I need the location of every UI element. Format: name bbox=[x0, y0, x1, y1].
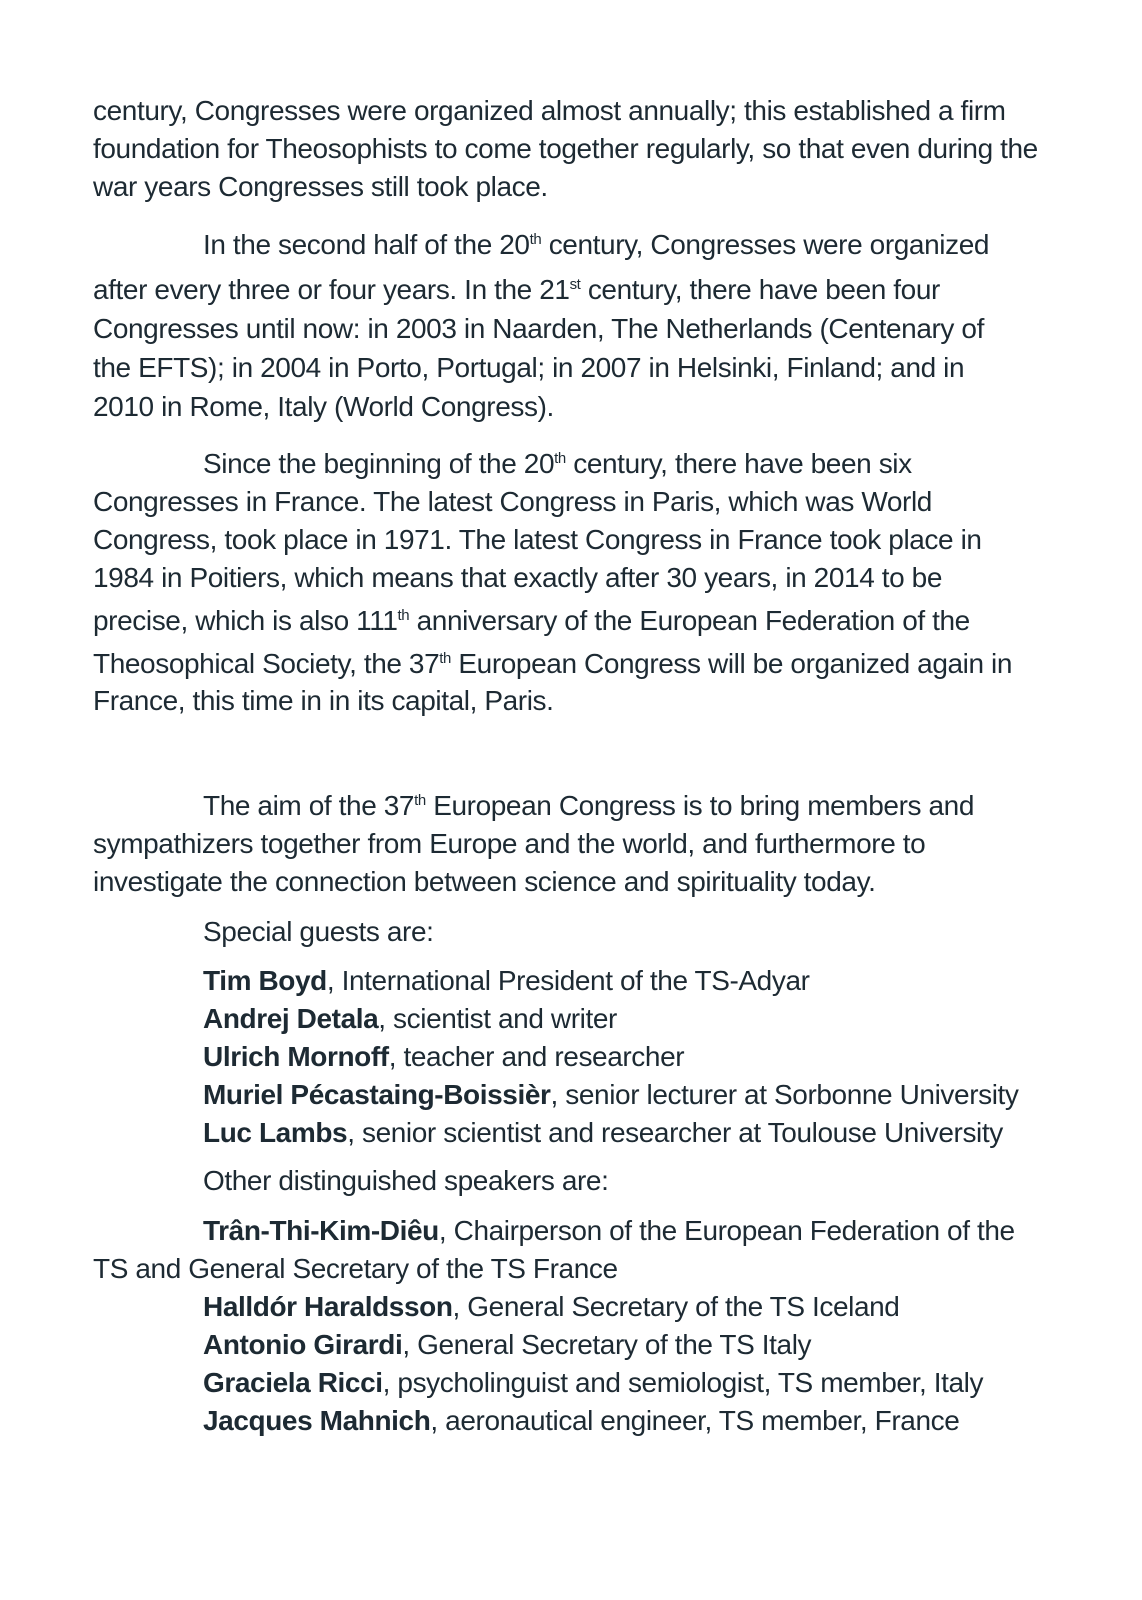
paragraph-4-line-2: sympathizers together from Europe and the world, and furthermore to bbox=[93, 828, 926, 859]
paragraph-4-line-1: The aim of the 37th European Congress is to bring members and bbox=[203, 790, 974, 821]
paragraph-3-line-2: Congresses in France. The latest Congress in Paris, which was World bbox=[93, 486, 932, 517]
paragraph-3-line-1: Since the beginning of the 20th century, there have been six bbox=[203, 448, 912, 479]
guest-name: Luc Lambs bbox=[203, 1117, 348, 1148]
guest-name: Muriel Pécastaing-Boissièr bbox=[203, 1079, 551, 1110]
speaker-name: Halldór Haraldsson bbox=[203, 1291, 453, 1322]
ordinal-suffix: th bbox=[397, 607, 410, 624]
special-guest-item bbox=[203, 1039, 684, 1075]
paragraph-3-line-4: 1984 in Poitiers, which means that exactly after 30 years, in 2014 to be bbox=[93, 562, 943, 593]
ordinal-suffix: th bbox=[529, 231, 542, 248]
paragraph-2-line-1: In the second half of the 20th century, Congresses were organized bbox=[203, 229, 990, 260]
paragraph-3-line-6: Theosophical Society, the 37th European Congress will be organized again in bbox=[93, 648, 1013, 679]
guest-name: Ulrich Mornoff bbox=[203, 1041, 389, 1072]
paragraph-3-line-5: precise, which is also 111th anniversary of the European Federation of the bbox=[93, 605, 970, 636]
other-speakers-heading: Other distinguished speakers are: bbox=[203, 1165, 609, 1196]
speaker-name: Jacques Mahnich bbox=[203, 1405, 431, 1436]
paragraph-2-line-3: Congresses until now: in 2003 in Naarden, The Netherlands (Centenary of bbox=[93, 313, 984, 344]
speaker-name: Graciela Ricci bbox=[203, 1367, 383, 1398]
guest-role: , senior scientist and researcher at Toulouse University bbox=[347, 1117, 1003, 1148]
speaker-item bbox=[203, 1213, 1015, 1249]
speaker-role: , psycholinguist and semiologist, TS member, Italy bbox=[382, 1367, 984, 1398]
paragraph-3-line-7: France, this time in in its capital, Paris. bbox=[93, 685, 554, 716]
speaker-item-continuation: TS and General Secretary of the TS France bbox=[93, 1253, 618, 1284]
special-guest-item bbox=[203, 963, 810, 999]
speaker-item bbox=[203, 1365, 983, 1401]
paragraph-4-line-3: investigate the connection between science and spirituality today. bbox=[93, 866, 876, 897]
paragraph-2-line-4: the EFTS); in 2004 in Porto, Portugal; in 2007 in Helsinki, Finland; and in bbox=[93, 352, 965, 383]
paragraph-1-line-2: foundation for Theosophists to come together regularly, so that even during the bbox=[93, 133, 1038, 164]
paragraph-2-line-5: 2010 in Rome, Italy (World Congress). bbox=[93, 391, 554, 422]
special-guest-item bbox=[203, 1115, 1003, 1151]
guest-role: , senior lecturer at Sorbonne University bbox=[550, 1079, 1019, 1110]
guest-name: Andrej Detala bbox=[203, 1003, 379, 1034]
guest-role: , teacher and researcher bbox=[388, 1041, 685, 1072]
speaker-item bbox=[203, 1327, 811, 1363]
special-guest-item bbox=[203, 1077, 1019, 1113]
ordinal-suffix: th bbox=[554, 450, 566, 467]
speaker-name: Trân-Thi-Kim-Diêu bbox=[203, 1215, 439, 1246]
paragraph-3-line-3: Congress, took place in 1971. The latest Congress in France took place in bbox=[93, 524, 982, 555]
ordinal-suffix: th bbox=[414, 792, 426, 809]
speaker-item bbox=[203, 1403, 959, 1439]
speaker-name: Antonio Girardi bbox=[203, 1329, 403, 1360]
speaker-role: , General Secretary of the TS Iceland bbox=[452, 1291, 900, 1322]
ordinal-suffix: st bbox=[569, 276, 581, 293]
paragraph-2-line-2: after every three or four years. In the 21st century, there have been four bbox=[93, 274, 940, 305]
speaker-role: , aeronautical engineer, TS member, France bbox=[430, 1405, 960, 1436]
guest-name: Tim Boyd bbox=[203, 965, 327, 996]
guest-role: , International President of the TS-Adyar bbox=[326, 965, 810, 996]
speaker-item bbox=[203, 1289, 899, 1325]
guest-role: , scientist and writer bbox=[378, 1003, 617, 1034]
paragraph-1-line-3: war years Congresses still took place. bbox=[93, 171, 548, 202]
paragraph-1-line-1: century, Congresses were organized almost annually; this established a firm bbox=[93, 95, 1006, 126]
speaker-role: , Chairperson of the European Federation of the bbox=[438, 1215, 1015, 1246]
special-guests-heading: Special guests are: bbox=[203, 916, 434, 947]
speaker-role: , General Secretary of the TS Italy bbox=[402, 1329, 812, 1360]
ordinal-suffix: th bbox=[439, 650, 451, 667]
special-guest-item bbox=[203, 1001, 617, 1037]
